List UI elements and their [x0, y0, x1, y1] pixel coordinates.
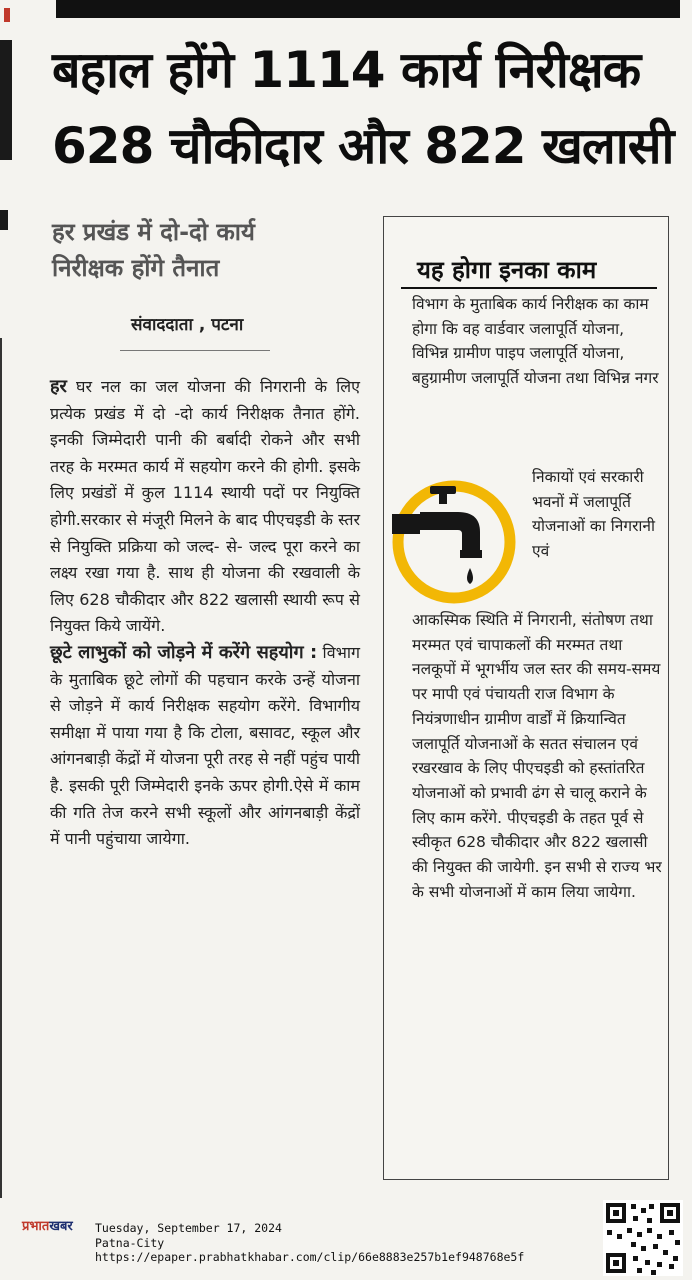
- subheadline-line-2: निरीक्षक होंगे तैनात: [52, 254, 220, 282]
- logo-part-1: प्रभात: [22, 1219, 50, 1234]
- byline-rule: [120, 350, 270, 351]
- footer-date: Tuesday, September 17, 2024: [95, 1221, 282, 1235]
- article-paragraph-1: [50, 374, 360, 640]
- water-tap-icon: [384, 472, 524, 612]
- prabhat-khabar-logo: [22, 1216, 73, 1234]
- sidebar-title: यह होगा इनका काम: [417, 256, 597, 284]
- top-black-bar: [56, 0, 680, 18]
- headline-line-2: 628 चौकीदार और 822 खलासी: [52, 117, 674, 175]
- footer-info: [95, 1221, 524, 1265]
- article-subtitle: छूटे लाभुकों को जोड़ने में करेंगे सहयोग :: [50, 641, 318, 663]
- paragraph-1-text: घर नल का जल योजना की निगरानी के लिए प्रत्येक प्रखंड में दो -दो कार्य निरीक्षक तैनात होंगे. इनकी जिम्मेदारी पानी की बर्बादी रोकने और सभी तरह के मरम्मत कार्य में सहयोग करने की होगी. इसके लिए प्रखंडों में कुल 1114 स्थायी पदों पर नियुक्ति होगी.सरकार से मंजूरी मिलने के बाद पीएचइडी के स्तर से नियुक्ति प्रक्रिया को जल्द- से- जल्द पूरा करने का लक्ष्य रखा गया है. साथ ही योजना की रखवाली के लिए 628 चौकीदार और 822 खलासी स्थायी रूप से नियुक्त किये जायेंगे.: [50, 377, 360, 636]
- paragraph-2-text: विभाग के मुताबिक छूटे लोगों की पहचान करके उन्हें योजना से जोड़ने में कार्य निरीक्षक सहयोग करेंगे. विभागीय समीक्षा में पाया गया है कि टोला, बसावट, स्कूल और आंगनबाड़ी केंद्रों में योजना पूरी तरह से नहीं पहुंच पायी है. इसकी पूरी जिम्मेदारी इनके ऊपर होगी.ऐसे में काम की गति तेज करने सभी स्कूलों और आंगनबाड़ी केंद्रों में पानी पहुंचाया जायेगा.: [50, 642, 360, 849]
- article-paragraph-2: [50, 640, 360, 853]
- sidebar-text-top: विभाग के मुताबिक कार्य निरीक्षक का काम होगा कि वह वार्डवार जलापूर्ति योजना, विभिन्न ग्रामीण पाइप जलापूर्ति योजना, बहुग्रामीण जलापूर्ति योजना तथा विभिन्न नगर: [412, 295, 659, 388]
- footer-url[interactable]: https://epaper.prabhatkhabar.com/clip/66e8883e257b1ef948768e5f: [95, 1250, 525, 1264]
- qr-code-icon: [603, 1200, 683, 1276]
- lead-word: हर: [50, 376, 67, 397]
- headline-line-1: बहाल होंगे 1114 कार्य निरीक्षक: [52, 41, 641, 99]
- byline: संवाददाता , पटना: [131, 315, 244, 335]
- left-column-rule: [0, 338, 2, 1198]
- edge-black-mark: [0, 210, 8, 230]
- subheadline-line-1: हर प्रखंड में दो-दो कार्य: [52, 218, 255, 246]
- edge-red-mark: [4, 8, 10, 22]
- logo-part-2: खबर: [49, 1219, 73, 1234]
- edge-black-mark: [0, 40, 12, 160]
- footer-edition: Patna-City: [95, 1235, 165, 1250]
- sidebar-text-bottom: आकस्मिक स्थिति में निगरानी, संतोषण तथा मरम्मत एवं चापाकलों की मरम्मत तथा नलकूपों में भूगर्भीय जल स्तर की समय-समय पर मापी एवं पंचायती राज विभाग के नियंत्रणाधीन ग्रामीण वार्डों में क्रियान्वित जलापूर्ति योजनाओं के सतत संचालन एवं रखरखाव के लिए पीएचइडी को हस्तांतरित योजनाओं को प्रभावी ढंग से चालू कराने के लिए काम करेंगे. पीएचइडी के तहत पूर्व से स्वीकृत 628 चौकीदार और 822 खलासी की नियुक्त की जायेगी. इन सभी से राज्य भर के सभी योजनाओं में काम लिया जायेगा.: [412, 611, 662, 901]
- article-body: [50, 374, 360, 853]
- sidebar-text-middle: निकायों एवं सरकारी भवनों में जलापूर्ति योजनाओं का निगरानी एवं: [532, 468, 656, 561]
- sidebar-title-rule: [401, 287, 657, 289]
- subheadline: [52, 214, 352, 286]
